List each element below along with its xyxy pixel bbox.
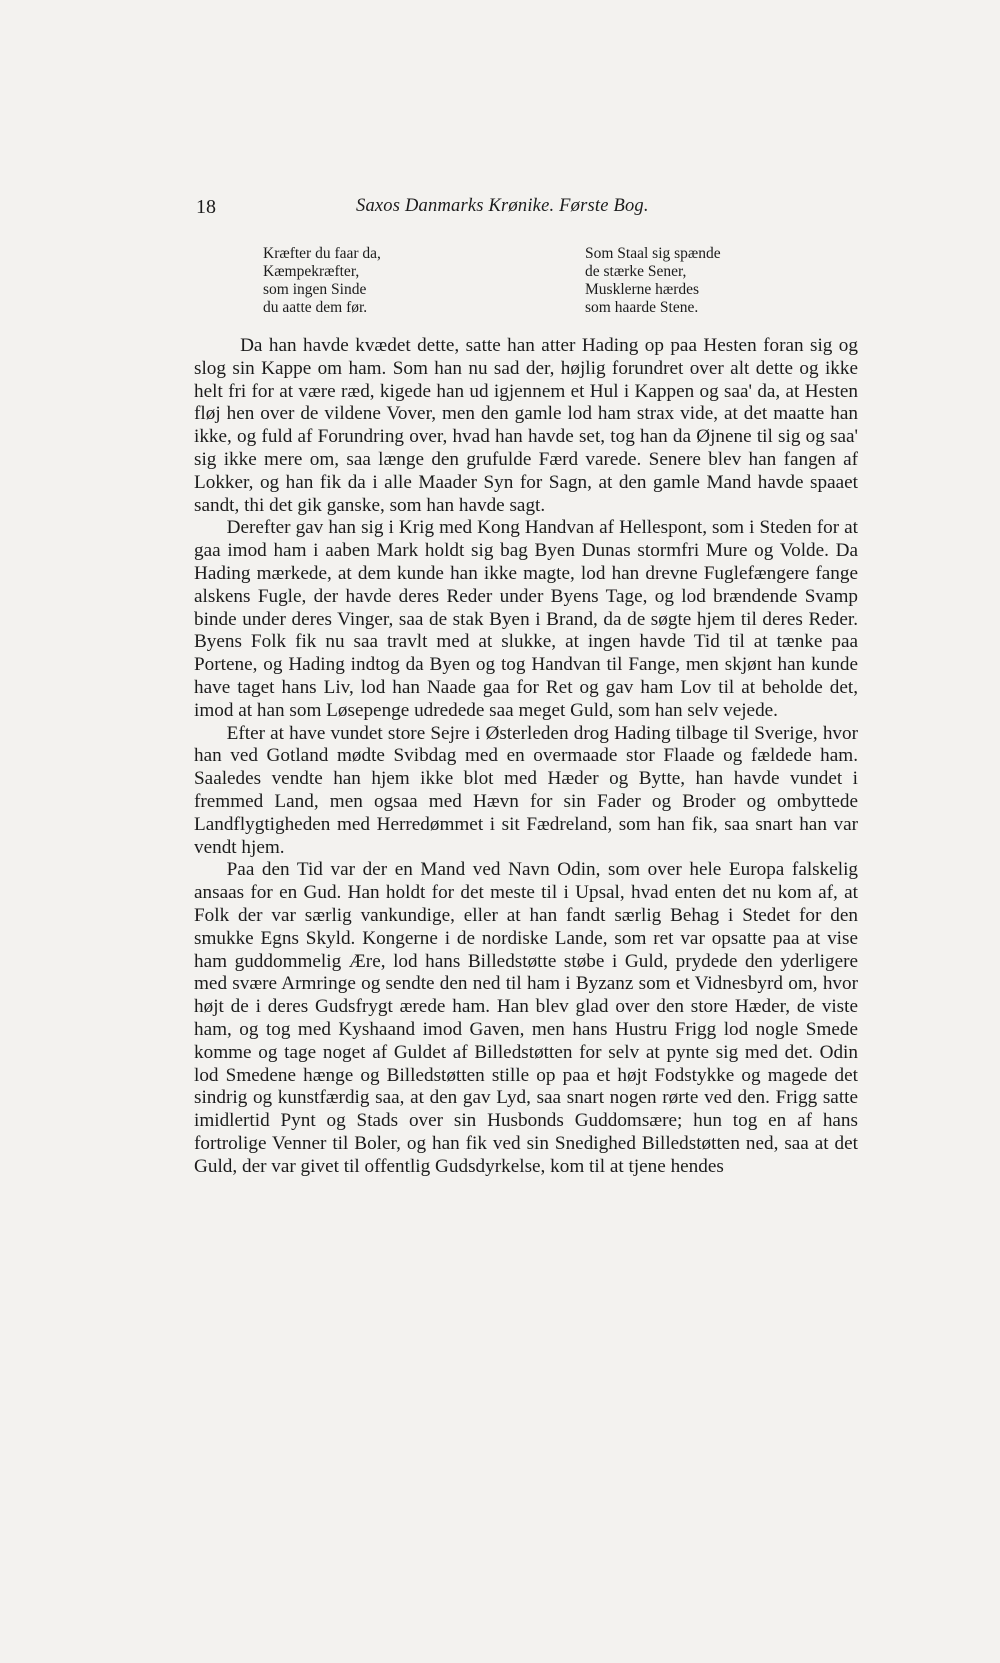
paragraph: Da han havde kvædet dette, satte han atter Hading op paa Hesten foran sig og slog sin Kappe om ham. Som han nu sad der, højlig forundret over alt dette og ikke helt fri for at være ræd, kigede han ud igjennem et Hul i Kappen og saa' da, at Hesten fløj hen over de vildene Vover, men den gamle lod ham strax vide, at det maatte han ikke, og fuld af Forundring over, hvad han havde set, tog han da Øjnene til sig og saa' sig ikke mere om, saa længe den grufulde Færd varede. Senere blev han fangen af Lokker, og han fik da i alle Maader Syn for Sagn, at den gamle Mand havde spaaet sandt, thi det gik ganske, som han havde sagt. [194, 335, 858, 516]
verse-line: de stærke Sener, [585, 263, 687, 280]
verse-line: som haarde Stene. [585, 299, 699, 316]
paragraph: Derefter gav han sig i Krig med Kong Handvan af Hellespont, som i Steden for at gaa imod ham i aaben Mark holdt sig bag Byen Dunas stormfri Mure og Volde. Da Hading mærkede, at dem kunde han ikke magte, lod han drevne Fuglefængere fange alskens Fugle, der havde deres Reder under Byens Tage, og lod brændende Svamp binde under deres Vinger, saa de stak Byen i Brand, da de søgte hjem til deres Reder. Byens Folk fik nu saa travlt med at slukke, at ingen havde Tid til at tænke paa Portene, og Hading indtog da Byen og tog Handvan til Fange, men skjønt han kunde have taget hans Liv, lod han Naade gaa for Ret og gav ham Lov til at beholde det, imod at han som Løsepenge udredede saa meget Guld, som han selv vejede. [194, 517, 858, 721]
verse-line: Musklerne hærdes [585, 281, 700, 298]
verse-line: Som Staal sig spænde [585, 245, 721, 262]
page-number: 18 [196, 196, 216, 218]
verse-line: Kæmpekræfter, [263, 263, 360, 280]
verse-block [263, 245, 803, 325]
running-title: Saxos Danmarks Krønike. Første Bog. [356, 196, 649, 216]
verse-stanza-right [585, 245, 721, 317]
verse-stanza-left [263, 245, 381, 317]
page-header [196, 196, 856, 226]
verse-line: som ingen Sinde [263, 281, 367, 298]
verse-line: Kræfter du faar da, [263, 245, 381, 262]
paragraph: Efter at have vundet store Sejre i Østerleden drog Hading tilbage til Sverige, hvor han ved Gotland mødte Svibdag med en overmaade stor Flaade og fældede ham. Saaledes vendte han hjem ikke blot med Hæder og Bytte, han havde vundet i fremmed Land, men ogsaa med Hævn for sin Fader og Broder og ombyttede Landflygtigheden med Herredømmet i sit Fædreland, som han fik, saa snart han var vendt hjem. [194, 722, 858, 858]
verse-line: du aatte dem før. [263, 299, 368, 316]
paragraph: Paa den Tid var der en Mand ved Navn Odin, som over hele Europa falskelig ansaas for en Gud. Han holdt for det meste til i Upsal, hvad enten det nu kom af, at Folk der var særlig vankundige, eller at han fandt særlig Behag i Stedet for den smukke Egns Skyld. Kongerne i de nordiske Lande, som ret var opsatte paa at vise ham guddommelig Ære, lod hans Billedstøtte støbe i Guld, prydede den yderligere med svære Armringe og sendte den ned til ham i Byzanz som et Vidnesbyrd om, hvor højt de i deres Gudsfrygt ærede ham. Han blev glad over den store Hæder, de viste ham, og tog med Kyshaand imod Gaven, men hans Hustru Frigg lod nogle Smede komme og tage noget af Guldet af Billedstøtten for selv at pynte sig med det. Odin lod Smedene hænge og Billedstøtten stille op paa et højt Fodstykke og magede det sindrig og kunstfærdig saa, at den gav Lyd, saa snart nogen rørte ved den. Frigg satte imidlertid Pynt og Stads over sin Husbonds Guddomsære; hun tog en af hans fortrolige Venner til Boler, og han fik ved sin Snedighed Billedstøtten ned, saa at det Guld, der var givet til offentlig Gudsdyrkelse, kom til at tjene hendes [194, 859, 858, 1177]
body-text [194, 335, 858, 1178]
